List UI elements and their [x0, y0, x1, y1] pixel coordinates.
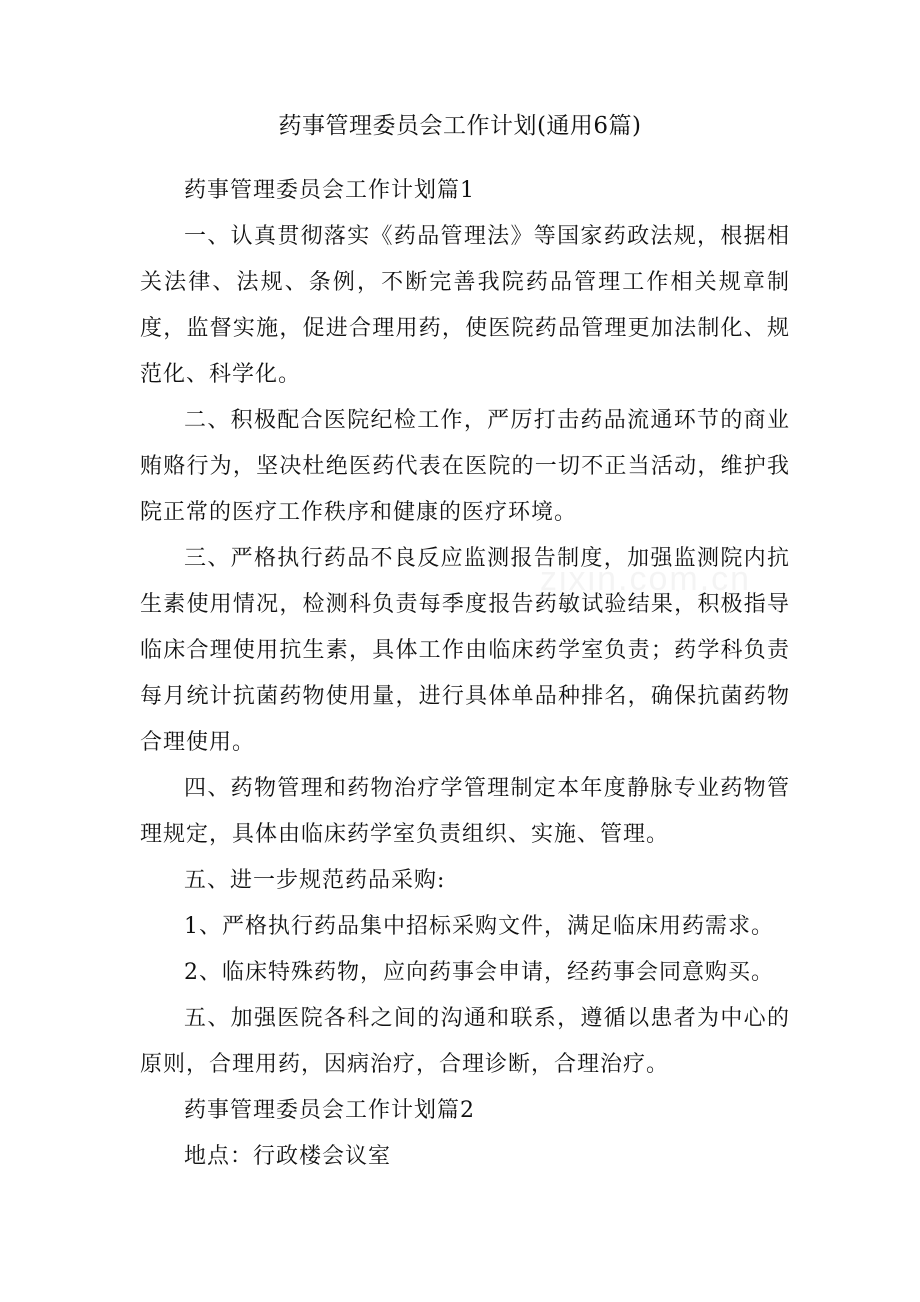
document-body [140, 168, 790, 1180]
watermark-text: zixin.com.cn [540, 560, 752, 598]
paragraph-item-5: 五、进一步规范药品采购: [184, 868, 446, 893]
section-heading-2: 药事管理委员会工作计划篇2 [184, 1098, 475, 1123]
section-heading-1: 药事管理委员会工作计划篇1 [184, 178, 475, 203]
document-title: 药事管理委员会工作计划(通用6篇) [278, 113, 642, 139]
paragraph-item-1: 一、认真贯彻落实《药品管理法》等国家药政法规，根据相关法律、法规、条例，不断完善我院药品管理工作相关规章制度，监督实施，促进合理用药，使医院药品管理更加法制化、规范化、科学化。 [140, 224, 790, 387]
paragraph-item-3: 三、严格执行药品不良反应监测报告制度，加强监测院内抗生素使用情况，检测科负责每季度报告药敏试验结果，积极指导临床合理使用抗生素，具体工作由临床药学室负责；药学科负责每月统计抗菌药物使用量，进行具体单品种排名，确保抗菌药物合理使用。 [140, 546, 790, 755]
paragraph-item-2: 二、积极配合医院纪检工作，严厉打击药品流通环节的商业贿赂行为，坚决杜绝医药代表在医院的一切不正当活动，维护我院正常的医疗工作秩序和健康的医疗环境。 [140, 408, 790, 525]
paragraph-subitem-1: 1、严格执行药品集中招标采购文件，满足临床用药需求。 [184, 914, 774, 939]
paragraph-item-4: 四、药物管理和药物治疗学管理制定本年度静脉专业药物管理规定，具体由临床药学室负责组织、实施、管理。 [140, 776, 790, 847]
paragraph-item-5b: 五、加强医院各科之间的沟通和联系，遵循以患者为中心的原则，合理用药，因病治疗，合理诊断，合理治疗。 [140, 1006, 790, 1077]
paragraph-subitem-2: 2、临床特殊药物，应向药事会申请，经药事会同意购买。 [184, 960, 774, 985]
location-line: 地点：行政楼会议室 [184, 1144, 392, 1169]
